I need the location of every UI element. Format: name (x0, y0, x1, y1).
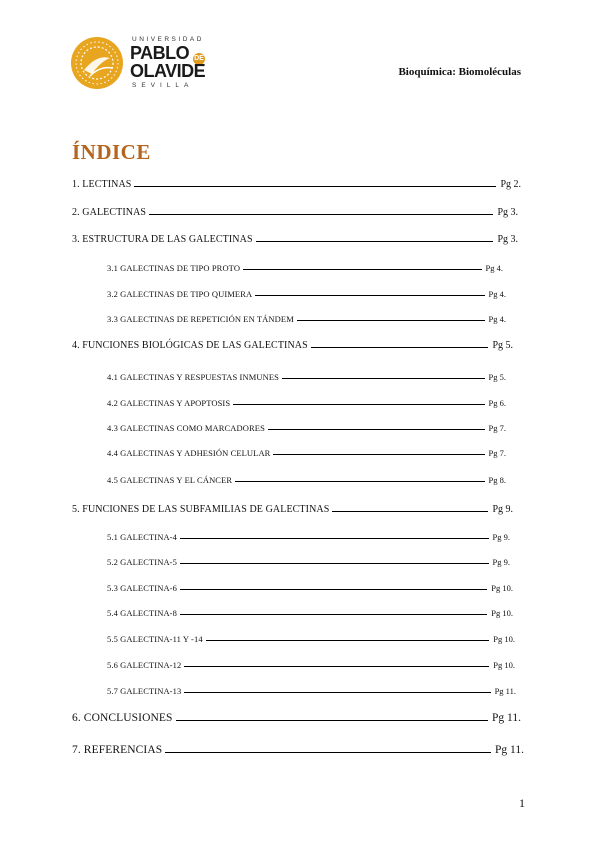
toc-leader (206, 639, 490, 641)
toc-label: 4.5 GALECTINAS Y EL CÁNCER (107, 475, 233, 485)
toc-entry-2 (72, 207, 518, 218)
toc-entry-5 (72, 504, 513, 515)
toc-label: 4.2 GALECTINAS Y APOPTOSIS (107, 398, 231, 408)
toc-label: 5.1 GALECTINA-4 (107, 532, 177, 542)
toc-label: 6. CONCLUSIONES (72, 712, 173, 724)
toc-page: Pg 10. (491, 608, 513, 618)
toc-page: Pg 11. (495, 744, 524, 756)
toc-label: 5.4 GALECTINA-8 (107, 608, 177, 618)
toc-page: Pg 11. (494, 686, 516, 696)
toc-page: Pg 10. (491, 583, 513, 593)
toc-page: Pg 9. (492, 532, 510, 542)
toc-page: Pg 8. (488, 475, 506, 485)
toc-leader (255, 294, 484, 296)
toc-leader (180, 562, 489, 564)
toc-label: 3.1 GALECTINAS DE TIPO PROTO (107, 263, 241, 273)
toc-page: Pg 3. (497, 207, 518, 218)
toc-entry-3-1 (107, 263, 503, 273)
toc-leader (332, 510, 488, 512)
toc-entry-4-2 (107, 398, 506, 408)
toc-leader (180, 537, 489, 539)
toc-leader (268, 428, 485, 430)
toc-leader (184, 691, 490, 693)
toc-leader (165, 751, 491, 753)
toc-leader (176, 719, 488, 721)
toc-entry-5-4 (107, 608, 513, 618)
toc-entry-4-3 (107, 423, 506, 433)
toc-leader (273, 453, 484, 455)
toc-entry-5-1 (107, 532, 510, 542)
toc-entry-4 (72, 340, 513, 351)
toc-page: Pg 9. (492, 504, 513, 515)
toc-label: 5.2 GALECTINA-5 (107, 557, 177, 567)
toc-entry-4-5 (107, 475, 506, 485)
toc-entry-3-2 (107, 289, 506, 299)
toc-entry-5-3 (107, 583, 513, 593)
logo-de-badge: DE (193, 53, 205, 65)
university-logo (70, 36, 220, 90)
toc-page: Pg 4. (488, 289, 506, 299)
page-number: 1 (519, 796, 525, 810)
index-title: ÍNDICE (72, 140, 151, 164)
toc-leader (243, 268, 481, 270)
toc-leader (256, 240, 494, 242)
toc-entry-6 (72, 712, 521, 724)
toc-leader (149, 213, 493, 215)
toc-leader (233, 403, 484, 405)
toc-label: 2. GALECTINAS (72, 207, 147, 218)
toc-leader (184, 665, 489, 667)
toc-page: Pg 6. (488, 398, 506, 408)
toc-label: 4. FUNCIONES BIOLÓGICAS DE LAS GALECTINAS (72, 340, 308, 351)
toc-leader (235, 480, 484, 482)
toc-page: Pg 2. (500, 179, 521, 190)
toc-page: Pg 3. (497, 234, 518, 245)
header-subject: Bioquímica: Biomoléculas (398, 66, 521, 78)
toc-leader (180, 613, 487, 615)
toc-entry-1 (72, 179, 521, 190)
toc-leader (311, 346, 489, 348)
toc-leader (180, 588, 487, 590)
logo-university-text: UNIVERSIDAD (132, 36, 204, 43)
toc-page: Pg 10. (493, 660, 515, 670)
toc-label: 4.4 GALECTINAS Y ADHESIÓN CELULAR (107, 448, 271, 458)
toc-label: 3.3 GALECTINAS DE REPETICIÓN EN TÁNDEM (107, 314, 294, 324)
logo-sevilla-text: SEVILLA (132, 82, 194, 89)
toc-label: 5. FUNCIONES DE LAS SUBFAMILIAS DE GALECTINAS (72, 504, 330, 515)
toc-label: 5.7 GALECTINA-13 (107, 686, 182, 696)
toc-label: 7. REFERENCIAS (72, 744, 163, 756)
toc-label: 3. ESTRUCTURA DE LAS GALECTINAS (72, 234, 253, 245)
toc-entry-5-6 (107, 660, 515, 670)
toc-label: 4.3 GALECTINAS COMO MARCADORES (107, 423, 265, 433)
toc-page: Pg 5. (488, 372, 506, 382)
toc-entry-5-5 (107, 634, 515, 644)
toc-page: Pg 7. (488, 448, 506, 458)
toc-page: Pg 4. (485, 263, 503, 273)
toc-entry-5-7 (107, 686, 516, 696)
toc-page: Pg 7. (488, 423, 506, 433)
toc-label: 5.5 GALECTINA-11 Y -14 (107, 634, 203, 644)
toc-entry-4-1 (107, 372, 506, 382)
toc-leader (282, 377, 485, 379)
toc-label: 5.6 GALECTINA-12 (107, 660, 182, 670)
toc-label: 3.2 GALECTINAS DE TIPO QUIMERA (107, 289, 253, 299)
toc-entry-3 (72, 234, 518, 245)
toc-entry-4-4 (107, 448, 506, 458)
toc-page: Pg 10. (493, 634, 515, 644)
toc-entry-5-2 (107, 557, 510, 567)
toc-entry-3-3 (107, 314, 506, 324)
toc-leader (297, 319, 485, 321)
toc-label: 1. LECTINAS (72, 179, 132, 190)
sunflower-emblem-icon (70, 36, 124, 90)
toc-label: 4.1 GALECTINAS Y RESPUESTAS INMUNES (107, 372, 279, 382)
toc-page: Pg 4. (488, 314, 506, 324)
toc-label: 5.3 GALECTINA-6 (107, 583, 177, 593)
logo-olavide-text: OLAVIDE (130, 61, 206, 81)
toc-page: Pg 5. (492, 340, 513, 351)
toc-entry-7 (72, 744, 524, 756)
toc-page: Pg 9. (492, 557, 510, 567)
toc-page: Pg 11. (492, 712, 521, 724)
toc-leader (134, 185, 496, 187)
logo-pablo-text: PABLO (130, 43, 190, 63)
